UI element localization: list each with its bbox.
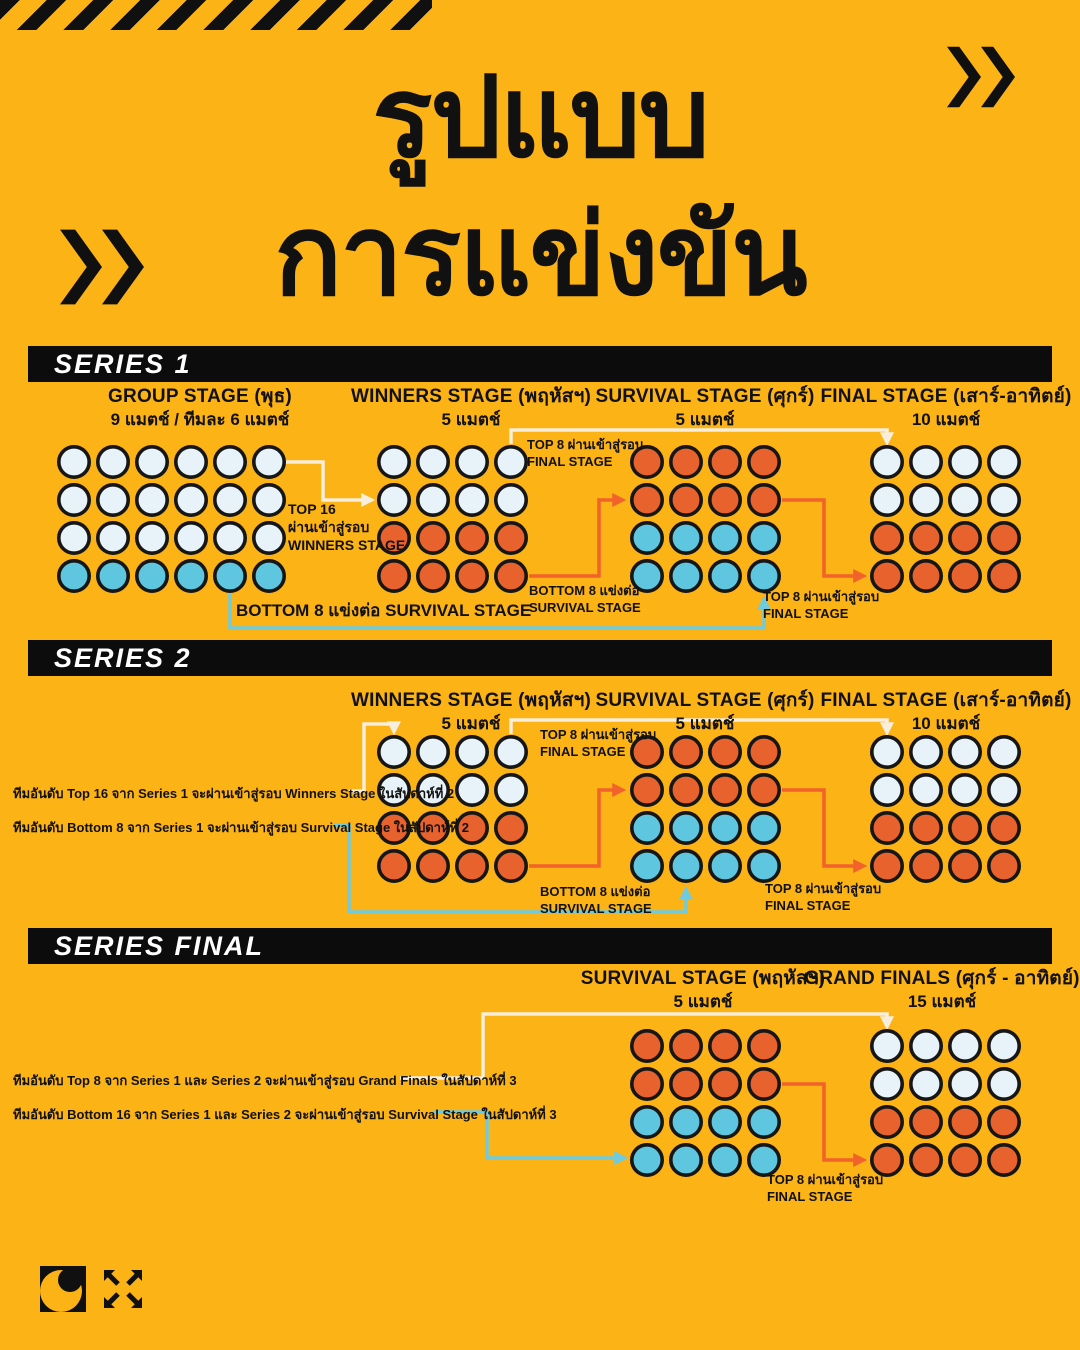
flow-label-line: TOP 8 ผ่านเข้าสู่รอบ (763, 589, 880, 604)
stage-match-count: 5 แมตช์ (441, 713, 501, 733)
survival-stage-team-dot (749, 1031, 779, 1061)
stage-header (772, 968, 1080, 1011)
flow-label-line: TOP 8 ผ่านเข้าสู่รอบ (527, 437, 644, 452)
stage-header (776, 386, 1080, 429)
stage-match-count: 15 แมตช์ (907, 991, 977, 1011)
flow-label-line: BOTTOM 8 แข่งต่อ (529, 583, 640, 598)
stage-match-count: 10 แมตช์ (911, 409, 981, 429)
survival-stage-team-dot (710, 561, 740, 591)
flow-connector-cream (286, 462, 371, 500)
survival-stage-team-dot (710, 1031, 740, 1061)
final-stage-team-dot (872, 737, 902, 767)
survival-stage-team-dot (632, 1031, 662, 1061)
flow-label-line: TOP 16 (288, 501, 336, 517)
flow-label-line: SURVIVAL STAGE (540, 900, 652, 916)
group-stage-team-dot (137, 447, 167, 477)
survival-stage-team-dot (671, 523, 701, 553)
winners-stage-team-dot (496, 737, 526, 767)
final-stage-team-dot (950, 485, 980, 515)
stage-name: FINAL STAGE (เสาร์-อาทิตย์) (820, 386, 1072, 407)
survival-stage-team-dot (632, 813, 662, 843)
survival-stage-team-dot (749, 1069, 779, 1099)
flow-label-line: SURVIVAL STAGE (529, 599, 641, 615)
winners-stage-team-dot (418, 561, 448, 591)
winners-stage-team-dot (496, 523, 526, 553)
survival-stage-team-dot (710, 1145, 740, 1175)
grand-finals-team-dot (911, 1145, 941, 1175)
grand-finals-team-dot (950, 1107, 980, 1137)
grand-finals-team-dot (989, 1145, 1019, 1175)
final-stage-team-dot (872, 523, 902, 553)
group-stage-team-dot (137, 561, 167, 591)
final-stage-team-dot (911, 561, 941, 591)
group-stage-team-dot (98, 485, 128, 515)
survival-stage-team-dot (671, 447, 701, 477)
flow-connector-orange (782, 500, 863, 576)
group-stage-team-dot (215, 523, 245, 553)
flow-connector-orange (529, 500, 622, 576)
winners-stage-team-dot (457, 561, 487, 591)
winners-stage-team-dot (418, 737, 448, 767)
flow-label (529, 583, 641, 617)
final-stage-team-dot (950, 737, 980, 767)
group-stage-team-dot (137, 485, 167, 515)
survival-stage-team-dot (671, 1107, 701, 1137)
winners-stage-team-dot (457, 523, 487, 553)
winners-stage-team-dot (418, 851, 448, 881)
survival-stage-team-dot (671, 485, 701, 515)
winners-stage-team-dot (496, 851, 526, 881)
stage-match-count: 5 แมตช์ (675, 713, 735, 733)
final-stage-team-dot (989, 447, 1019, 477)
group-stage-team-dot (176, 485, 206, 515)
stage-name: GROUP STAGE (พุธ) (108, 386, 292, 407)
group-stage-team-dot (98, 447, 128, 477)
stage-name: SURVIVAL STAGE (พฤหัสฯ) (580, 968, 826, 989)
grand-finals-team-dot (911, 1031, 941, 1061)
final-stage-team-dot (950, 523, 980, 553)
winners-stage-team-dot (379, 561, 409, 591)
qualification-note: ทีมอันดับ Bottom 16 จาก Series 1 และ Series 2 จะผ่านเข้าสู่รอบ Survival Stage ในสัปดาห์ที่ 3 (13, 1107, 557, 1122)
survival-stage-team-dot (749, 737, 779, 767)
flow-label (288, 500, 405, 555)
grand-finals-team-dot (911, 1069, 941, 1099)
winners-stage-team-dot (379, 851, 409, 881)
survival-stage-team-dot (710, 447, 740, 477)
flow-label-line: TOP 8 ผ่านเข้าสู่รอบ (767, 1172, 884, 1187)
survival-stage-team-dot (671, 775, 701, 805)
qualification-note: ทีมอันดับ Bottom 8 จาก Series 1 จะผ่านเข้าสู่รอบ Survival Stage ในสัปดาห์ที่ 2 (13, 820, 469, 835)
grand-finals-team-dot (989, 1031, 1019, 1061)
group-stage-team-dot (215, 447, 245, 477)
survival-stage-team-dot (710, 737, 740, 767)
group-stage-team-dot (215, 561, 245, 591)
flow-label-line: TOP 8 ผ่านเข้าสู่รอบ (540, 727, 657, 742)
grand-finals-team-dot (989, 1069, 1019, 1099)
flow-connector-orange (529, 790, 622, 866)
survival-stage-team-dot (749, 447, 779, 477)
survival-stage-team-dot (632, 523, 662, 553)
final-stage-team-dot (872, 485, 902, 515)
final-stage-team-dot (911, 523, 941, 553)
group-stage-team-dot (98, 561, 128, 591)
survival-stage-team-dot (749, 1107, 779, 1137)
group-stage-team-dot (59, 447, 89, 477)
stage-name: SURVIVAL STAGE (ศุกร์) (595, 386, 815, 407)
survival-stage-team-dot (671, 1145, 701, 1175)
survival-stage-team-dot (749, 485, 779, 515)
group-stage-team-dot (254, 447, 284, 477)
survival-stage-team-dot (671, 1069, 701, 1099)
group-stage-team-dot (215, 485, 245, 515)
flow-label (236, 600, 531, 622)
final-stage-team-dot (950, 851, 980, 881)
grand-finals-team-dot (872, 1031, 902, 1061)
final-stage-team-dot (989, 775, 1019, 805)
grand-finals-team-dot (950, 1031, 980, 1061)
survival-stage-team-dot (671, 737, 701, 767)
flow-connector-orange (782, 1084, 863, 1160)
winners-stage-team-dot (496, 813, 526, 843)
final-stage-team-dot (872, 775, 902, 805)
stage-match-count: 5 แมตช์ (675, 409, 735, 429)
survival-stage-team-dot (671, 851, 701, 881)
survival-stage-team-dot (710, 1107, 740, 1137)
winners-stage-team-dot (496, 561, 526, 591)
group-stage-team-dot (176, 523, 206, 553)
grand-finals-team-dot (872, 1145, 902, 1175)
section-banner-label: SERIES 2 (54, 642, 192, 673)
flow-label-line: WINNERS STAGE (288, 537, 406, 554)
section-banner-1 (28, 346, 1052, 382)
winners-stage-team-dot (379, 447, 409, 477)
winners-stage-team-dot (379, 737, 409, 767)
winners-stage-team-dot (496, 775, 526, 805)
final-stage-team-dot (911, 813, 941, 843)
stage-match-count: 9 แมตช์ / ทีมละ 6 แมตช์ (110, 409, 290, 429)
final-stage-team-dot (911, 775, 941, 805)
group-stage-team-dot (59, 523, 89, 553)
survival-stage-team-dot (632, 775, 662, 805)
winners-stage-team-dot (418, 447, 448, 477)
flow-label-line: FINAL STAGE (540, 743, 626, 759)
stage-match-count: 5 แมตช์ (673, 991, 733, 1011)
section-banner-label: SERIES FINAL (54, 930, 265, 961)
winners-stage-team-dot (457, 775, 487, 805)
survival-stage-team-dot (632, 1069, 662, 1099)
winners-stage-team-dot (418, 485, 448, 515)
final-stage-team-dot (872, 561, 902, 591)
survival-stage-team-dot (632, 485, 662, 515)
section-banner-3 (28, 928, 1052, 964)
winners-stage-team-dot (457, 737, 487, 767)
flow-label-line: BOTTOM 8 แข่งต่อ SURVIVAL STAGE (236, 601, 532, 620)
flow-connector-orange (782, 790, 863, 866)
survival-stage-team-dot (749, 813, 779, 843)
flow-label-line: FINAL STAGE (765, 897, 851, 913)
group-stage-team-dot (254, 485, 284, 515)
final-stage-team-dot (989, 523, 1019, 553)
winners-stage-team-dot (457, 851, 487, 881)
final-stage-team-dot (989, 561, 1019, 591)
survival-stage-team-dot (710, 523, 740, 553)
qualification-note: ทีมอันดับ Top 16 จาก Series 1 จะผ่านเข้าสู่รอบ Winners Stage ในสัปดาห์ที่ 2 (13, 786, 455, 801)
stage-match-count: 10 แมตช์ (911, 713, 981, 733)
grand-finals-team-dot (872, 1107, 902, 1137)
qualification-note: ทีมอันดับ Top 8 จาก Series 1 และ Series 2 จะผ่านเข้าสู่รอบ Grand Finals ในสัปดาห์ที่ 3 (13, 1073, 517, 1088)
winners-stage-team-dot (496, 485, 526, 515)
final-stage-team-dot (950, 775, 980, 805)
group-stage-team-dot (176, 561, 206, 591)
stage-name: WINNERS STAGE (พฤหัสฯ) (351, 386, 591, 407)
flow-label (765, 881, 881, 915)
page-title-line2: การแข่งขัน (274, 193, 806, 318)
stage-header (776, 690, 1080, 733)
survival-stage-team-dot (632, 1107, 662, 1137)
survival-stage-team-dot (749, 561, 779, 591)
final-stage-team-dot (872, 813, 902, 843)
winners-stage-team-dot (457, 485, 487, 515)
survival-stage-team-dot (749, 523, 779, 553)
final-stage-team-dot (989, 851, 1019, 881)
final-stage-team-dot (989, 737, 1019, 767)
survival-stage-team-dot (710, 851, 740, 881)
section-banner-2 (28, 640, 1052, 676)
final-stage-team-dot (911, 851, 941, 881)
final-stage-team-dot (911, 737, 941, 767)
grand-finals-team-dot (872, 1069, 902, 1099)
flow-label (527, 437, 643, 471)
survival-stage-team-dot (671, 561, 701, 591)
flow-label-line: FINAL STAGE (767, 1188, 853, 1204)
stage-match-count: 5 แมตช์ (441, 409, 501, 429)
grand-finals-team-dot (989, 1107, 1019, 1137)
flow-label (540, 884, 652, 918)
survival-stage-team-dot (671, 1031, 701, 1061)
grand-finals-team-dot (911, 1107, 941, 1137)
survival-stage-team-dot (632, 851, 662, 881)
final-stage-team-dot (950, 813, 980, 843)
flow-label-line: FINAL STAGE (763, 605, 849, 621)
survival-stage-team-dot (710, 485, 740, 515)
grand-finals-team-dot (950, 1145, 980, 1175)
group-stage-team-dot (254, 523, 284, 553)
survival-stage-team-dot (671, 813, 701, 843)
stage-name: WINNERS STAGE (พฤหัสฯ) (351, 690, 591, 711)
final-stage-team-dot (911, 447, 941, 477)
winners-stage-team-dot (418, 523, 448, 553)
group-stage-team-dot (59, 561, 89, 591)
group-stage-team-dot (176, 447, 206, 477)
survival-stage-team-dot (710, 813, 740, 843)
group-stage-team-dot (254, 561, 284, 591)
expand-arrows-icon (100, 1266, 146, 1312)
winners-stage-team-dot (457, 447, 487, 477)
group-stage-team-dot (137, 523, 167, 553)
grand-finals-team-dot (950, 1069, 980, 1099)
group-stage-team-dot (98, 523, 128, 553)
flow-label (763, 589, 879, 623)
survival-stage-team-dot (749, 1145, 779, 1175)
flow-label (767, 1172, 883, 1206)
final-stage-team-dot (911, 485, 941, 515)
stage-name: FINAL STAGE (เสาร์-อาทิตย์) (820, 690, 1072, 711)
flow-label-line: FINAL STAGE (527, 453, 613, 469)
final-stage-team-dot (950, 447, 980, 477)
survival-stage-team-dot (710, 775, 740, 805)
survival-stage-team-dot (749, 851, 779, 881)
brand-logo-icon (40, 1266, 86, 1312)
flow-label (540, 727, 656, 761)
page-title-line1: รูปแบบ (372, 55, 708, 180)
stage-name: GRAND FINALS (ศุกร์ - อาทิตย์) (804, 968, 1080, 989)
final-stage-team-dot (989, 485, 1019, 515)
section-banner-label: SERIES 1 (54, 348, 192, 379)
survival-stage-team-dot (749, 775, 779, 805)
group-stage-team-dot (59, 485, 89, 515)
survival-stage-team-dot (710, 1069, 740, 1099)
stage-name: SURVIVAL STAGE (ศุกร์) (595, 690, 815, 711)
survival-stage-team-dot (632, 1145, 662, 1175)
flow-label-line: TOP 8 ผ่านเข้าสู่รอบ (765, 881, 882, 896)
final-stage-team-dot (872, 851, 902, 881)
winners-stage-team-dot (496, 447, 526, 477)
final-stage-team-dot (950, 561, 980, 591)
flow-label-line: BOTTOM 8 แข่งต่อ (540, 884, 651, 899)
final-stage-team-dot (872, 447, 902, 477)
flow-label-line: ผ่านเข้าสู่รอบ (288, 519, 370, 536)
final-stage-team-dot (989, 813, 1019, 843)
